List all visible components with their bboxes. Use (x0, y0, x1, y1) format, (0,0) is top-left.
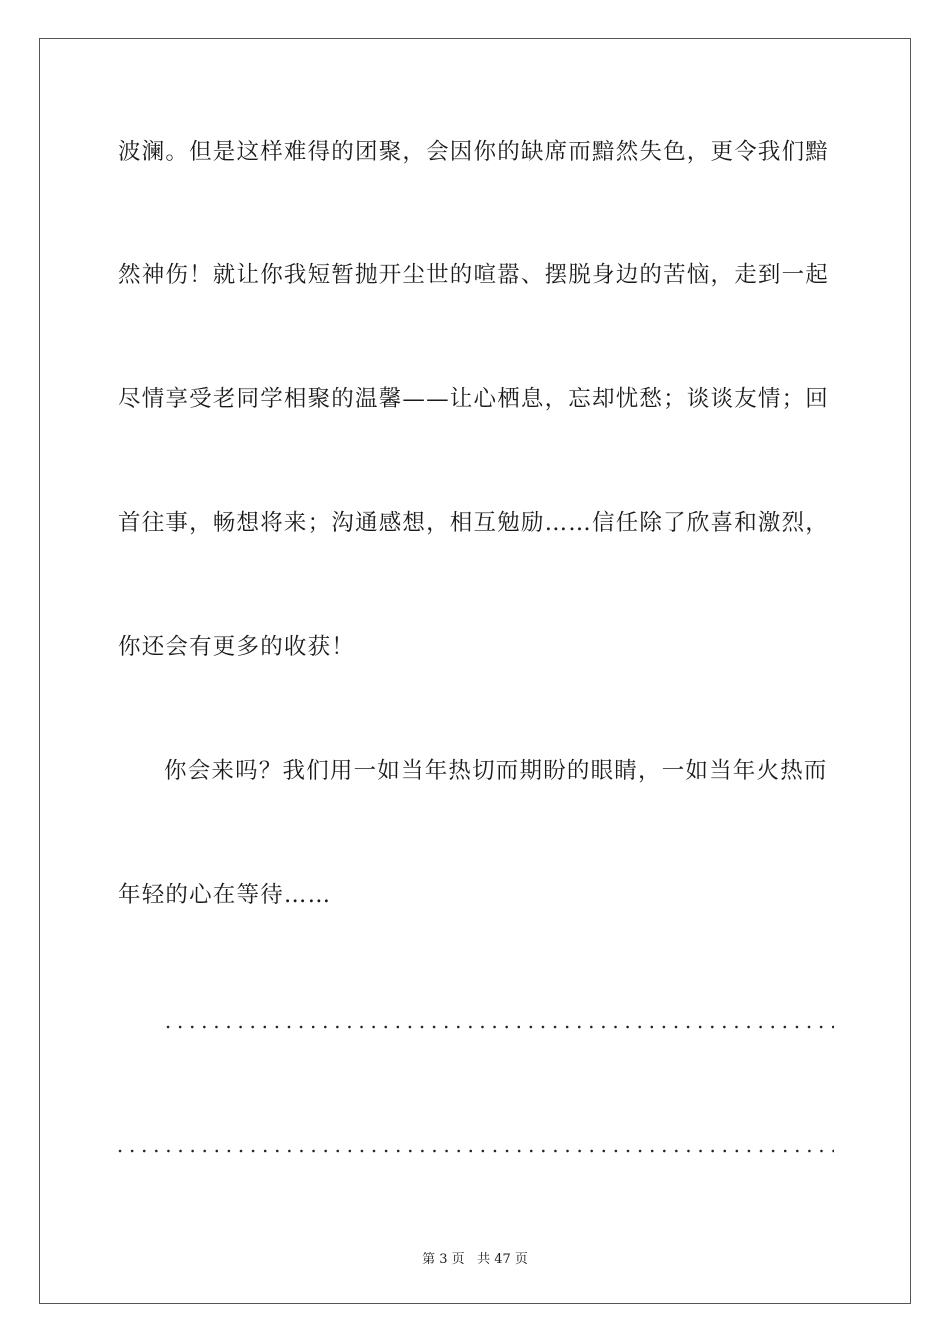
paragraph-1-line-5: 你还会有更多的收获！ (118, 634, 356, 660)
page-footer (0, 1248, 950, 1267)
paragraph-2-line-1: 你会来吗？我们用一如当年热切而期盼的眼睛，一如当年火热而 (164, 758, 828, 784)
paragraph-1-line-2: 然神伤！就让你我短暂抛开尘世的喧嚣、摆脱身边的苦恼，走到一起 (118, 262, 830, 288)
page-border (39, 38, 911, 1304)
paragraph-1-line-4: 首往事，畅想将来；沟通感想，相互勉励……信任除了欣喜和激烈， (118, 510, 830, 536)
paragraph-1-line-3: 尽情享受老同学相聚的温馨——让心栖息，忘却忧愁；谈谈友情；回 (118, 386, 830, 412)
paragraph-1-line-1: 波澜。但是这样难得的团聚，会因你的缺席而黯然失色，更令我们黯 (118, 139, 830, 165)
total-pages: 共 47 页 (477, 1252, 528, 1267)
dotted-leader-line-1 (162, 1024, 834, 1030)
dotted-leader-line-2 (114, 1148, 834, 1154)
paragraph-2-line-2: 年轻的心在等待…… (118, 882, 332, 908)
page-number: 第 3 页 (422, 1252, 465, 1267)
